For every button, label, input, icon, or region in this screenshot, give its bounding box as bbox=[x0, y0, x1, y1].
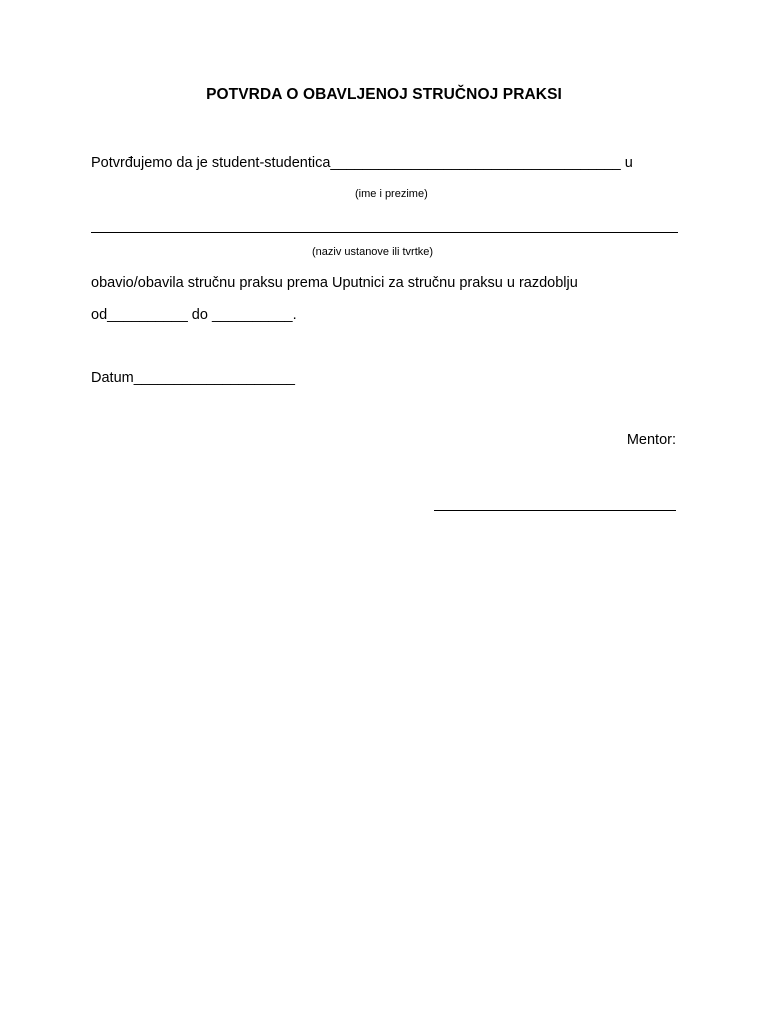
mentor-label: Mentor: bbox=[626, 432, 676, 448]
institution-rule bbox=[91, 232, 678, 233]
institution-caption: (naziv ustanove ili tvrtke) bbox=[312, 246, 434, 258]
confirm-line: Potvrđujemo da je student-studentica____________________________________ u bbox=[91, 155, 633, 171]
mentor-signature-line bbox=[434, 510, 676, 511]
name-caption: (ime i prezime) bbox=[355, 188, 428, 200]
document-title: POTVRDA O OBAVLJENOJ STRUČNOJ PRAKSI bbox=[206, 86, 562, 103]
date-line: Datum____________________ bbox=[91, 370, 295, 386]
practice-line: obavio/obavila stručnu praksu prema Uputnici za stručnu praksu u razdoblju bbox=[91, 275, 578, 291]
period-line: od__________ do __________. bbox=[91, 307, 297, 323]
